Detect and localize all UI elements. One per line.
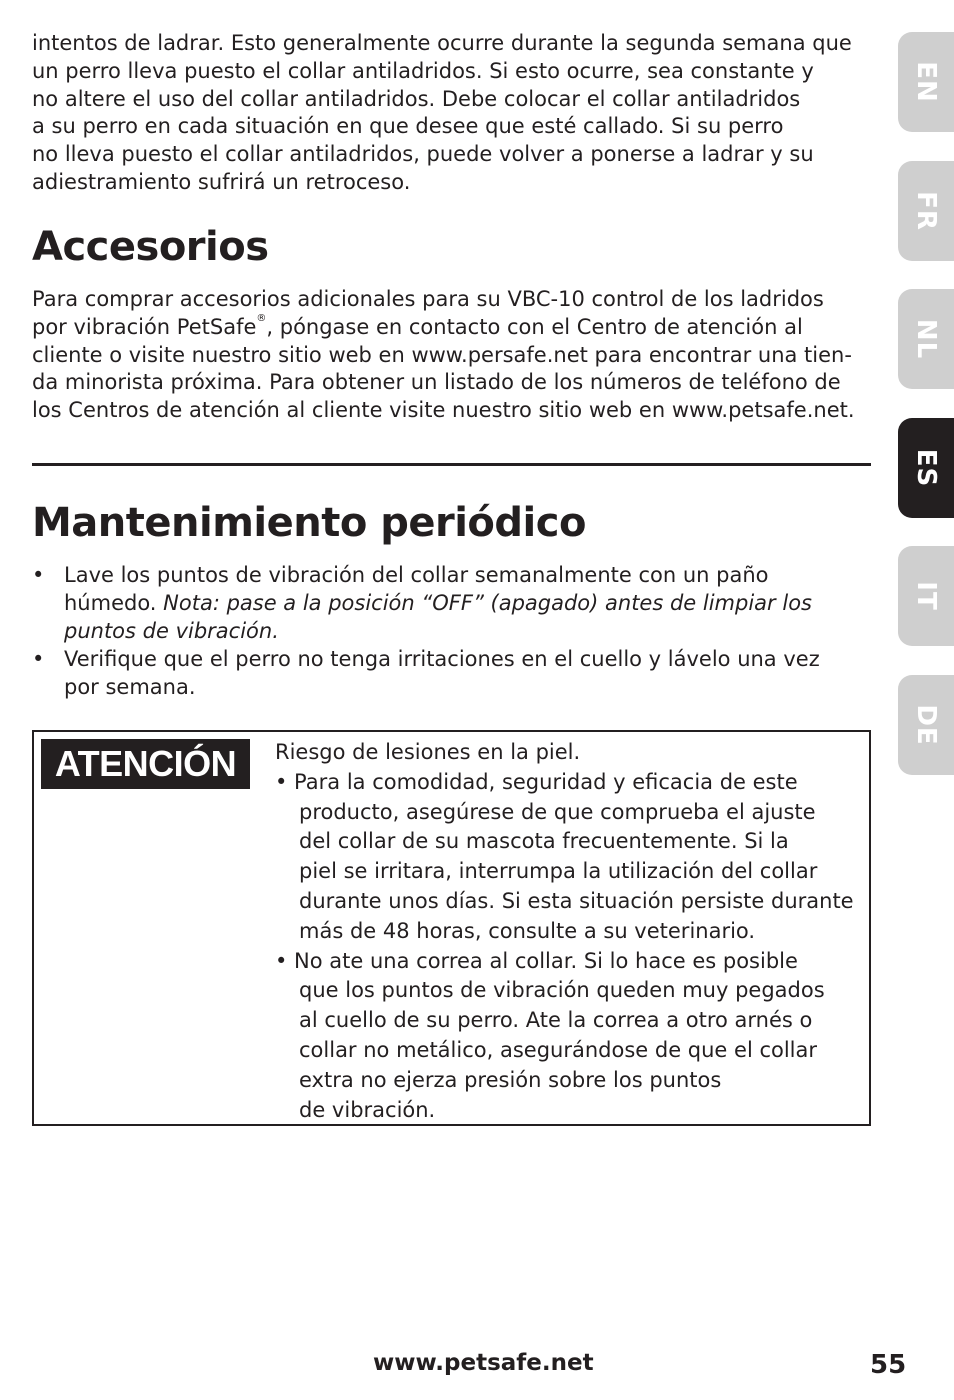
warning-line: • Para la comodidad, seguridad y eficacia de este — [275, 769, 798, 794]
registered-mark: ® — [256, 312, 267, 324]
warning-lead: Riesgo de lesiones en la piel. — [275, 740, 581, 764]
list-item-text — [64, 589, 872, 617]
tab-de[interactable] — [898, 675, 954, 775]
accesorios-text: por vibración PetSafe — [32, 314, 257, 339]
footer-url[interactable]: www.petsafe.net — [373, 1350, 594, 1376]
warning-line: producto, asegúrese de que comprueba el ajuste — [299, 799, 816, 824]
list-item — [32, 645, 872, 701]
maintenance-list — [32, 561, 872, 701]
accesorios-line: Para comprar accesorios adicionales para su VBC-10 control de los ladridos — [32, 287, 824, 311]
accesorios-line: da minorista próxima. Para obtener un listado de los números de teléfono de — [32, 370, 841, 395]
mantenimiento-heading: Mantenimiento periódico — [32, 500, 586, 546]
intro-line: adiestramiento sufrirá un retroceso. — [32, 169, 411, 194]
warning-line: que los puntos de vibración queden muy pegados — [299, 978, 825, 1003]
intro-line: un perro lleva puesto el collar antiladridos. Si esto ocurre, sea constante y — [32, 58, 814, 83]
warning-line: extra no ejerza presión sobre los puntos — [299, 1067, 722, 1092]
list-item — [32, 561, 872, 645]
list-item-text: por semana. — [64, 675, 196, 699]
accesorios-paragraph — [32, 286, 872, 425]
tab-label: ES — [911, 448, 941, 488]
warning-line: • No ate una correa al collar. Si lo hace es posible — [275, 948, 798, 973]
bullet-icon: • — [32, 563, 45, 587]
warning-line: durante unos días. Si esta situación persiste durante — [299, 888, 854, 913]
intro-line: no lleva puesto el collar antiladridos, puede volver a ponerse a ladrar y su — [32, 142, 814, 167]
list-item-text: Verifique que el perro no tenga irritaciones en el cuello y lávelo una vez — [64, 647, 820, 671]
warning-box — [32, 730, 871, 1126]
intro-line: no altere el uso del collar antiladridos. Debe colocar el collar antiladridos — [32, 86, 801, 111]
accesorios-line — [32, 314, 872, 342]
tab-label: FR — [911, 191, 941, 231]
page-number: 55 — [870, 1350, 907, 1380]
tab-label: NL — [911, 318, 941, 360]
tab-fr[interactable] — [898, 161, 954, 261]
list-item-text — [64, 617, 872, 645]
warning-line: más de 48 horas, consulte a su veterinario. — [299, 918, 756, 943]
tab-en[interactable] — [898, 32, 954, 132]
bullet-icon: • — [32, 647, 45, 671]
tab-label: IT — [911, 581, 941, 611]
warning-badge: ATENCIÓN — [41, 739, 250, 789]
tab-nl[interactable] — [898, 289, 954, 389]
accesorios-line: cliente o visite nuestro sitio web en www.persafe.net para encontrar una tien- — [32, 342, 852, 367]
warning-line: del collar de su mascota frecuentemente. Si la — [299, 829, 789, 854]
intro-paragraph — [32, 30, 872, 197]
list-item-text: Lave los puntos de vibración del collar semanalmente con un paño — [64, 563, 769, 587]
tab-es[interactable] — [898, 418, 954, 518]
tab-label: EN — [911, 61, 941, 103]
accesorios-line: los Centros de atención al cliente visite nuestro sitio web en www.petsafe.net. — [32, 398, 855, 423]
warning-line: al cuello de su perro. Ate la correa a otro arnés o — [299, 1008, 813, 1033]
warning-line: collar no metálico, asegurándose de que el collar — [299, 1037, 818, 1062]
intro-line: a su perro en cada situación en que desee que esté callado. Si su perro — [32, 114, 784, 139]
accesorios-heading: Accesorios — [32, 224, 269, 270]
list-item-plain: húmedo. — [64, 591, 164, 615]
intro-line: intentos de ladrar. Esto generalmente ocurre durante la segunda semana que — [32, 31, 852, 55]
warning-text — [275, 738, 865, 1125]
tab-it[interactable] — [898, 546, 954, 646]
warning-line: piel se irritara, interrumpa la utilización del collar — [299, 859, 818, 884]
accesorios-text: , póngase en contacto con el Centro de atención al — [266, 314, 803, 339]
section-divider — [32, 463, 871, 466]
warning-line: de vibración. — [299, 1097, 436, 1122]
list-item-note: Nota: pase a la posición “OFF” (apagado) antes de limpiar los — [163, 591, 812, 615]
tab-label: DE — [911, 704, 941, 746]
list-item-note: puntos de vibración. — [64, 619, 279, 643]
